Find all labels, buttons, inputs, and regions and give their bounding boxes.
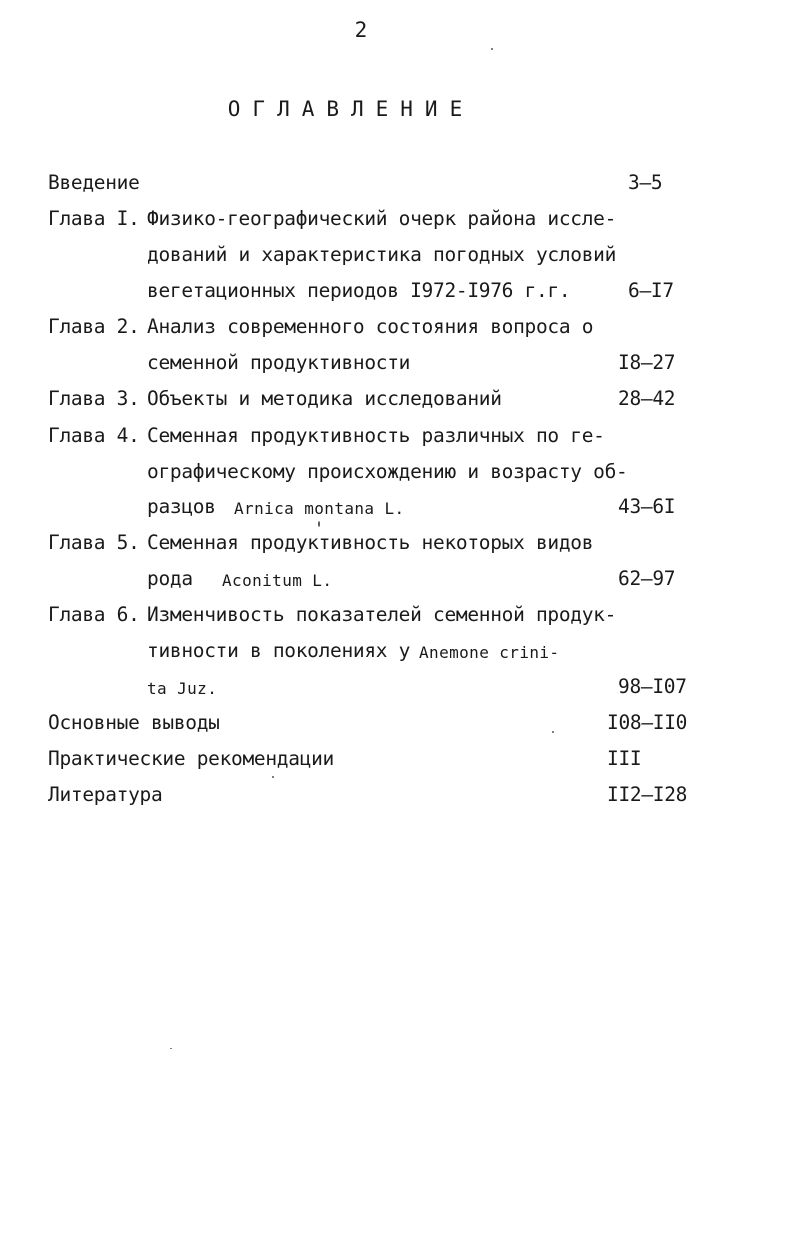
toc-entry-recommendations: Практические рекомендации — [48, 747, 335, 770]
scan-speck — [552, 731, 554, 733]
toc-latin-ch6-b: ta Juz. — [147, 679, 218, 698]
toc-label-ch4: Глава 4. — [48, 424, 140, 447]
toc-latin-ch5: Aconitum L. — [222, 571, 333, 590]
toc-text-ch6-line2: тивности в поколениях у — [147, 639, 411, 662]
page-number: 2 — [354, 18, 368, 42]
toc-latin-ch4: Arnica montana L. — [234, 499, 405, 518]
toc-latin-ch6-a: Anemone crini- — [419, 643, 560, 662]
toc-text-ch4-line3: разцов — [147, 495, 216, 518]
toc-pages-ch1: 6–I7 — [628, 279, 674, 302]
toc-pages-ch4: 43–6I — [618, 495, 676, 518]
toc-pages-ch5: 62–97 — [618, 567, 676, 590]
toc-pages-recommendations: III — [607, 747, 642, 770]
toc-text-ch5-line1: Семенная продуктивность некоторых видов — [147, 531, 594, 554]
toc-entry-intro: Введение — [48, 171, 140, 194]
toc-text-ch5-line2: рода — [147, 567, 193, 590]
toc-text-ch1-line1: Физико-географический очерк района иссле- — [147, 207, 617, 230]
toc-text-ch4-line2: ографическому происхождению и возрасту об- — [147, 460, 628, 483]
toc-label-ch1: Глава I. — [48, 207, 140, 230]
toc-label-ch2: Глава 2. — [48, 315, 140, 338]
toc-text-ch3-line1: Объекты и методика исследований — [147, 387, 502, 410]
toc-label-ch3: Глава 3. — [48, 387, 140, 410]
toc-pages-literature: II2–I28 — [607, 783, 688, 806]
toc-pages-ch3: 28–42 — [618, 387, 676, 410]
toc-entry-literature: Литература — [48, 783, 163, 806]
scan-speck — [170, 1048, 172, 1049]
toc-pages-ch6: 98–I07 — [618, 675, 687, 698]
toc-text-ch6-line1: Изменчивость показателей семенной продук- — [147, 603, 617, 626]
toc-pages-intro: 3–5 — [628, 171, 663, 194]
scan-speck — [272, 776, 274, 778]
scan-speck — [491, 48, 493, 50]
page-title: ОГЛАВЛЕНИЕ — [227, 97, 475, 121]
toc-text-ch2-line1: Анализ современного состояния вопроса о — [147, 315, 594, 338]
toc-label-ch6: Глава 6. — [48, 603, 140, 626]
toc-text-ch1-line2: дований и характеристика погодных условий — [147, 243, 617, 266]
toc-pages-conclusions: I08–II0 — [607, 711, 688, 734]
toc-label-ch5: Глава 5. — [48, 531, 140, 554]
toc-pages-ch2: I8–27 — [618, 351, 676, 374]
toc-text-ch4-line1: Семенная продуктивность различных по ге- — [147, 424, 605, 447]
toc-entry-conclusions: Основные выводы — [48, 711, 220, 734]
scan-speck — [318, 521, 320, 527]
toc-text-ch2-line2: семенной продуктивности — [147, 351, 411, 374]
toc-text-ch1-line3: вегетационных периодов I972-I976 г.г. — [147, 279, 571, 302]
